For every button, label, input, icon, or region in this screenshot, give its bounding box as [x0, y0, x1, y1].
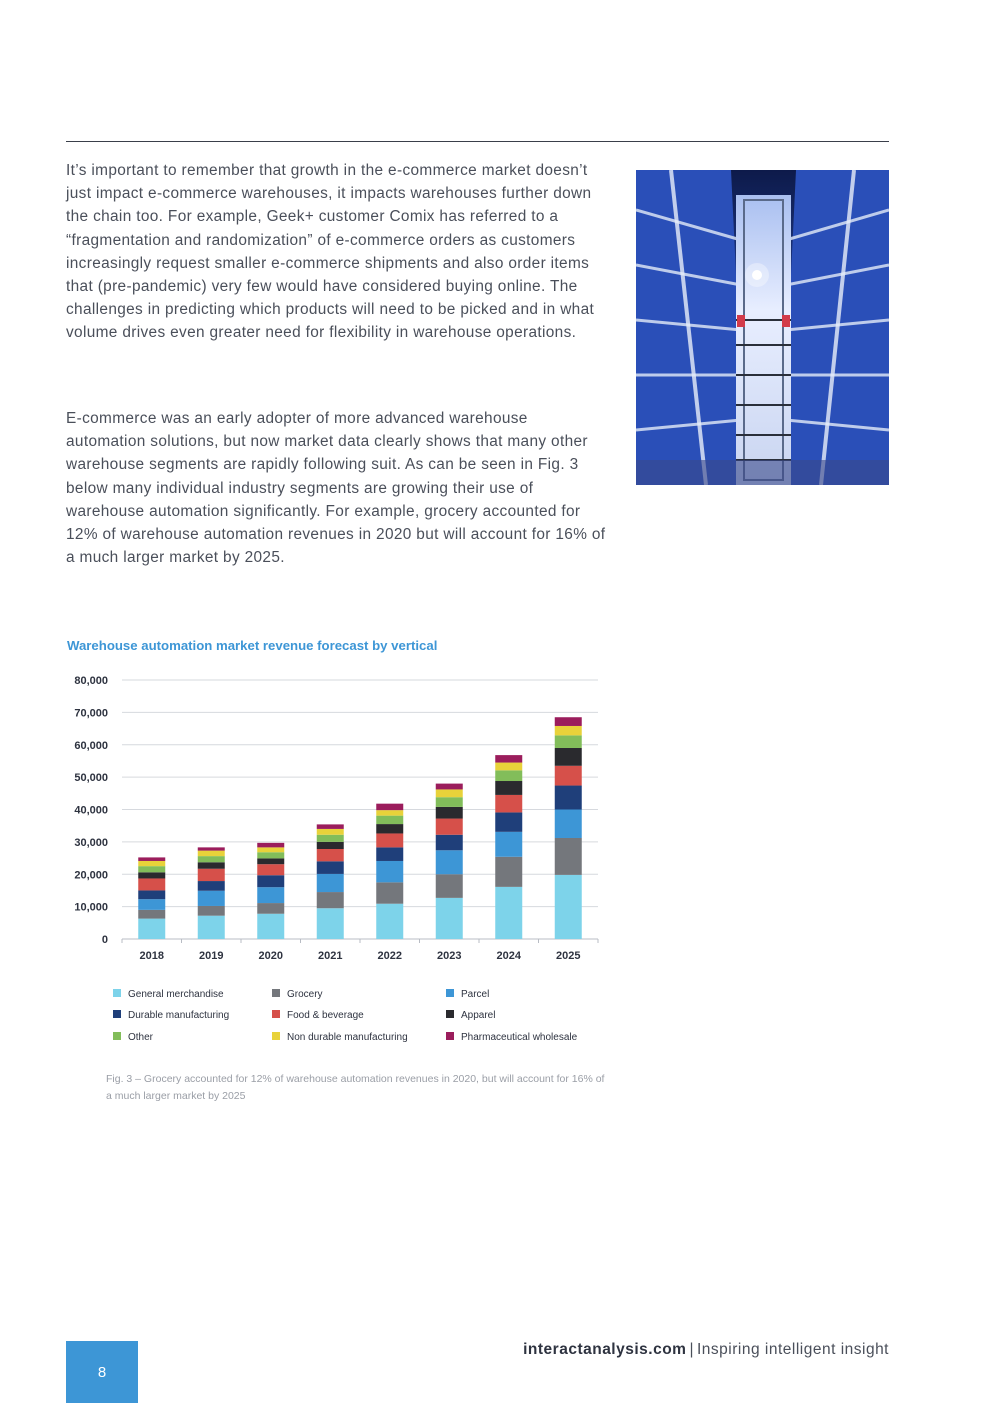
legend-label: Durable manufacturing [128, 1010, 230, 1021]
bar-segment [138, 857, 165, 861]
y-tick-label: 0 [101, 934, 108, 946]
legend-label: Parcel [461, 989, 490, 1000]
legend-swatch [113, 989, 121, 997]
bar-segment [198, 881, 225, 891]
legend-swatch [272, 989, 280, 997]
bar-segment [138, 890, 165, 899]
bar-segment [436, 898, 463, 939]
bar-segment [555, 748, 582, 766]
footer-separator: | [689, 1341, 694, 1358]
footer [523, 1341, 889, 1359]
bar-segment [436, 784, 463, 790]
bar-segment [138, 910, 165, 919]
legend-swatch [446, 1010, 454, 1018]
bar-segment [436, 807, 463, 819]
bar-segment [495, 832, 522, 857]
bar-segment [376, 810, 403, 816]
bar-segment [436, 835, 463, 851]
bar-segment [317, 892, 344, 908]
bar-segment [495, 770, 522, 781]
bar-segment [495, 781, 522, 795]
legend-swatch [113, 1010, 121, 1018]
figure-caption: Fig. 3 – Grocery accounted for 12% of warehouse automation revenues in 2020, but will account for 16% of a much larger market by 2025 [106, 1073, 605, 1102]
legend-label: Other [128, 1032, 154, 1043]
bar-segment [317, 842, 344, 849]
bar-segment [198, 906, 225, 916]
bar-segment [138, 861, 165, 866]
bar-segment [376, 816, 403, 824]
bar-segment [555, 726, 582, 735]
bar-segment [555, 875, 582, 939]
y-tick-label: 10,000 [74, 901, 108, 914]
bar-segment [138, 872, 165, 878]
bar-segment [436, 874, 463, 898]
bar-segment [555, 786, 582, 810]
legend-label: Food & beverage [287, 1010, 364, 1021]
bar-segment [257, 875, 284, 887]
bar-segment [317, 829, 344, 835]
bar-segment [376, 824, 403, 833]
bar-segment [495, 763, 522, 771]
legend-label: Non durable manufacturing [287, 1032, 408, 1043]
bar-segment [257, 914, 284, 939]
legend-label: General merchandise [128, 989, 224, 1000]
bar-segment [436, 850, 463, 874]
y-tick-label: 70,000 [74, 707, 108, 720]
bar-segment [317, 824, 344, 829]
bar-segment [555, 735, 582, 748]
bar-segment [495, 795, 522, 812]
bar-segment [555, 766, 582, 786]
x-tick-label: 2018 [139, 950, 164, 962]
bar-segment [495, 857, 522, 887]
bar-segment [198, 862, 225, 868]
bar-segment [495, 812, 522, 831]
legend-label: Pharmaceutical wholesale [461, 1032, 578, 1043]
bar-segment [198, 851, 225, 857]
bar-segment [138, 866, 165, 872]
y-tick-label: 30,000 [74, 836, 108, 849]
bar-segment [257, 847, 284, 852]
bar-segment [376, 804, 403, 810]
x-tick-label: 2023 [437, 950, 462, 962]
x-tick-label: 2021 [318, 950, 343, 962]
footer-site-link[interactable]: interactanalysis.com [523, 1341, 687, 1358]
bar-segment [317, 835, 344, 842]
bar-segment [555, 717, 582, 726]
bar-segment [198, 869, 225, 881]
bar-segment [257, 864, 284, 875]
bar-segment [376, 861, 403, 882]
bar-segment [138, 878, 165, 890]
legend-swatch [272, 1010, 280, 1018]
y-tick-label: 80,000 [74, 675, 108, 687]
bar-segment [555, 838, 582, 875]
bar-segment [257, 843, 284, 848]
bar-segment [317, 908, 344, 939]
bar-segment [376, 904, 403, 939]
y-tick-label: 50,000 [74, 772, 108, 785]
bar-segment [198, 856, 225, 862]
page-number-badge [66, 1341, 138, 1403]
y-tick-label: 20,000 [74, 869, 108, 882]
bar-segment [138, 899, 165, 910]
y-tick-label: 40,000 [74, 804, 108, 817]
chart-title: Warehouse automation market revenue forecast by vertical [67, 638, 438, 653]
x-tick-label: 2024 [496, 950, 521, 962]
bar-segment [257, 858, 284, 864]
bar-segment [317, 874, 344, 892]
bar-segment [495, 887, 522, 939]
bar-segment [495, 755, 522, 762]
bar-segment [138, 919, 165, 939]
x-tick-label: 2022 [377, 950, 402, 962]
bar-segment [257, 903, 284, 914]
bar-segment [436, 789, 463, 797]
bar-segment [257, 887, 284, 903]
legend-swatch [446, 1032, 454, 1040]
legend-swatch [446, 989, 454, 997]
bar-segment [376, 847, 403, 861]
legend-swatch [272, 1032, 280, 1040]
x-tick-label: 2020 [258, 950, 283, 962]
bar-segment [376, 833, 403, 847]
body-paragraph-1: It’s important to remember that growth in the e-commerce market doesn’t just impact e-commerce warehouses, it impacts warehouses further down the chain too. For example, Geek+ customer Comix has referred to a “fragmentation and randomization” of e-commerce orders as customers increasingly request smaller e-commerce shipments and also order items that (pre-pandemic) very few would have considered buying online. The challenges in predicting which products will need to be picked and in what volume drives even greater need for flexibility in warehouse operations. [66, 162, 595, 342]
y-tick-label: 60,000 [74, 739, 108, 752]
bar-segment [376, 882, 403, 903]
bar-segment [198, 847, 225, 850]
x-tick-label: 2019 [199, 950, 224, 962]
bar-segment [198, 916, 225, 939]
body-paragraph-2: E-commerce was an early adopter of more advanced warehouse automation solutions, but now market data clearly shows that many other warehouse segments are rapidly following suit. As can be seen in Fig. 3 below many individual industry segments are growing their use of warehouse automation significantly. For example, grocery accounted for 12% of warehouse automation revenues in 2020 but will account for 16% of a much larger market by 2025. [66, 410, 606, 567]
bar-segment [436, 819, 463, 835]
bar-segment [317, 849, 344, 861]
x-tick-label: 2025 [556, 950, 581, 962]
footer-tagline: Inspiring intelligent insight [697, 1341, 889, 1358]
legend-swatch [113, 1032, 121, 1040]
legend-label: Apparel [461, 1010, 496, 1021]
bar-segment [257, 852, 284, 858]
bar-segment [317, 861, 344, 874]
bar-segment [436, 797, 463, 807]
bar-segment [198, 891, 225, 906]
legend-label: Grocery [287, 989, 323, 1000]
page-number: 8 [97, 1363, 107, 1381]
bar-segment [555, 810, 582, 838]
